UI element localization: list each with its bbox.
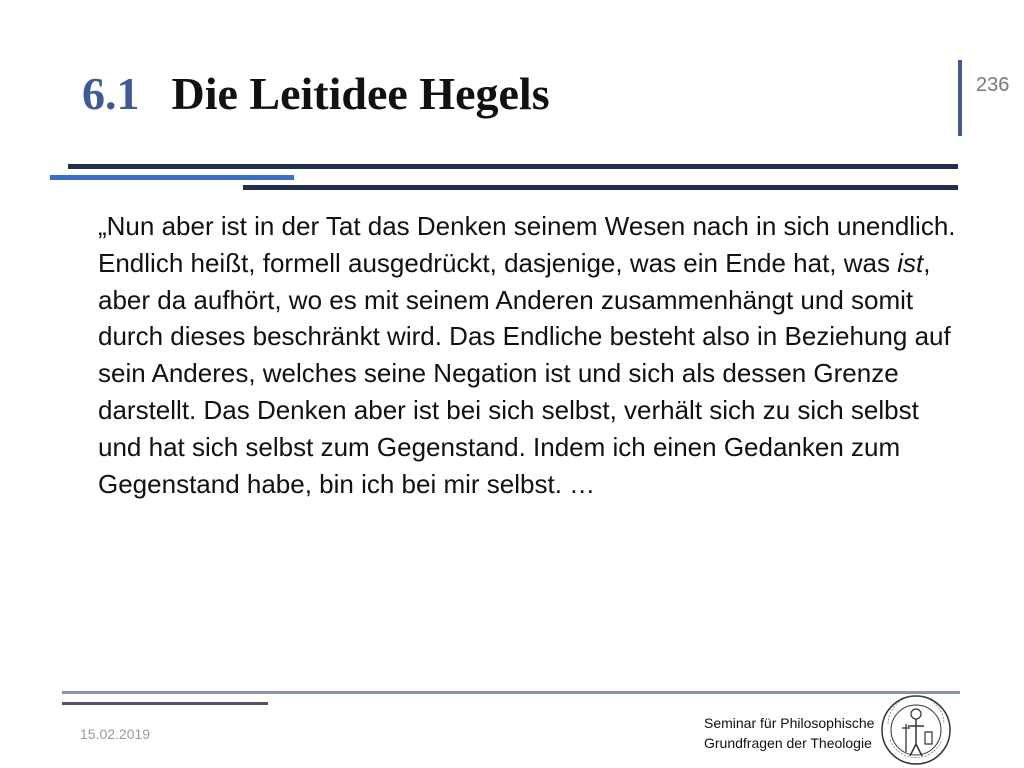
title-rule-accent — [50, 175, 294, 180]
section-number: 6.1 — [82, 68, 140, 119]
department-line-2: Grundfragen der Theologie — [704, 735, 872, 751]
hegel-quote — [98, 208, 958, 502]
slide-title — [82, 66, 550, 121]
footer-rule — [62, 691, 960, 694]
footer-date: 15.02.2019 — [80, 726, 151, 742]
university-seal-icon — [880, 694, 952, 766]
footer-rule-accent — [62, 702, 268, 705]
title-rule-top — [68, 164, 958, 169]
quote-part-1: „Nun aber ist in der Tat das Denken seinem Wesen nach in sich unendlich. Endlich heißt, formell ausgedrückt, dasjenige, was ein Ende hat, was — [98, 211, 956, 278]
vertical-divider — [958, 60, 962, 136]
quote-part-2: , aber da aufhört, wo es mit seinem Anderen zusammenhängt und somit durch dieses beschränkt wird. Das Endliche besteht also in Beziehung auf sein Anderes, welches seine Negation ist und sich als dessen Grenze darstellt. Das Denken aber ist bei sich selbst, verhält sich zu sich selbst und hat sich selbst zum Gegenstand. Indem ich einen Gedanken zum Gegenstand habe, bin ich bei mir selbst. … — [98, 247, 951, 499]
title-rule-bottom — [243, 185, 958, 190]
page-number: 236 — [976, 74, 1010, 96]
quote-emphasis: ist — [897, 247, 924, 278]
department-name — [704, 713, 874, 753]
department-line-1: Seminar für Philosophische — [704, 715, 875, 731]
title-text: Die Leitidee Hegels — [171, 68, 550, 119]
